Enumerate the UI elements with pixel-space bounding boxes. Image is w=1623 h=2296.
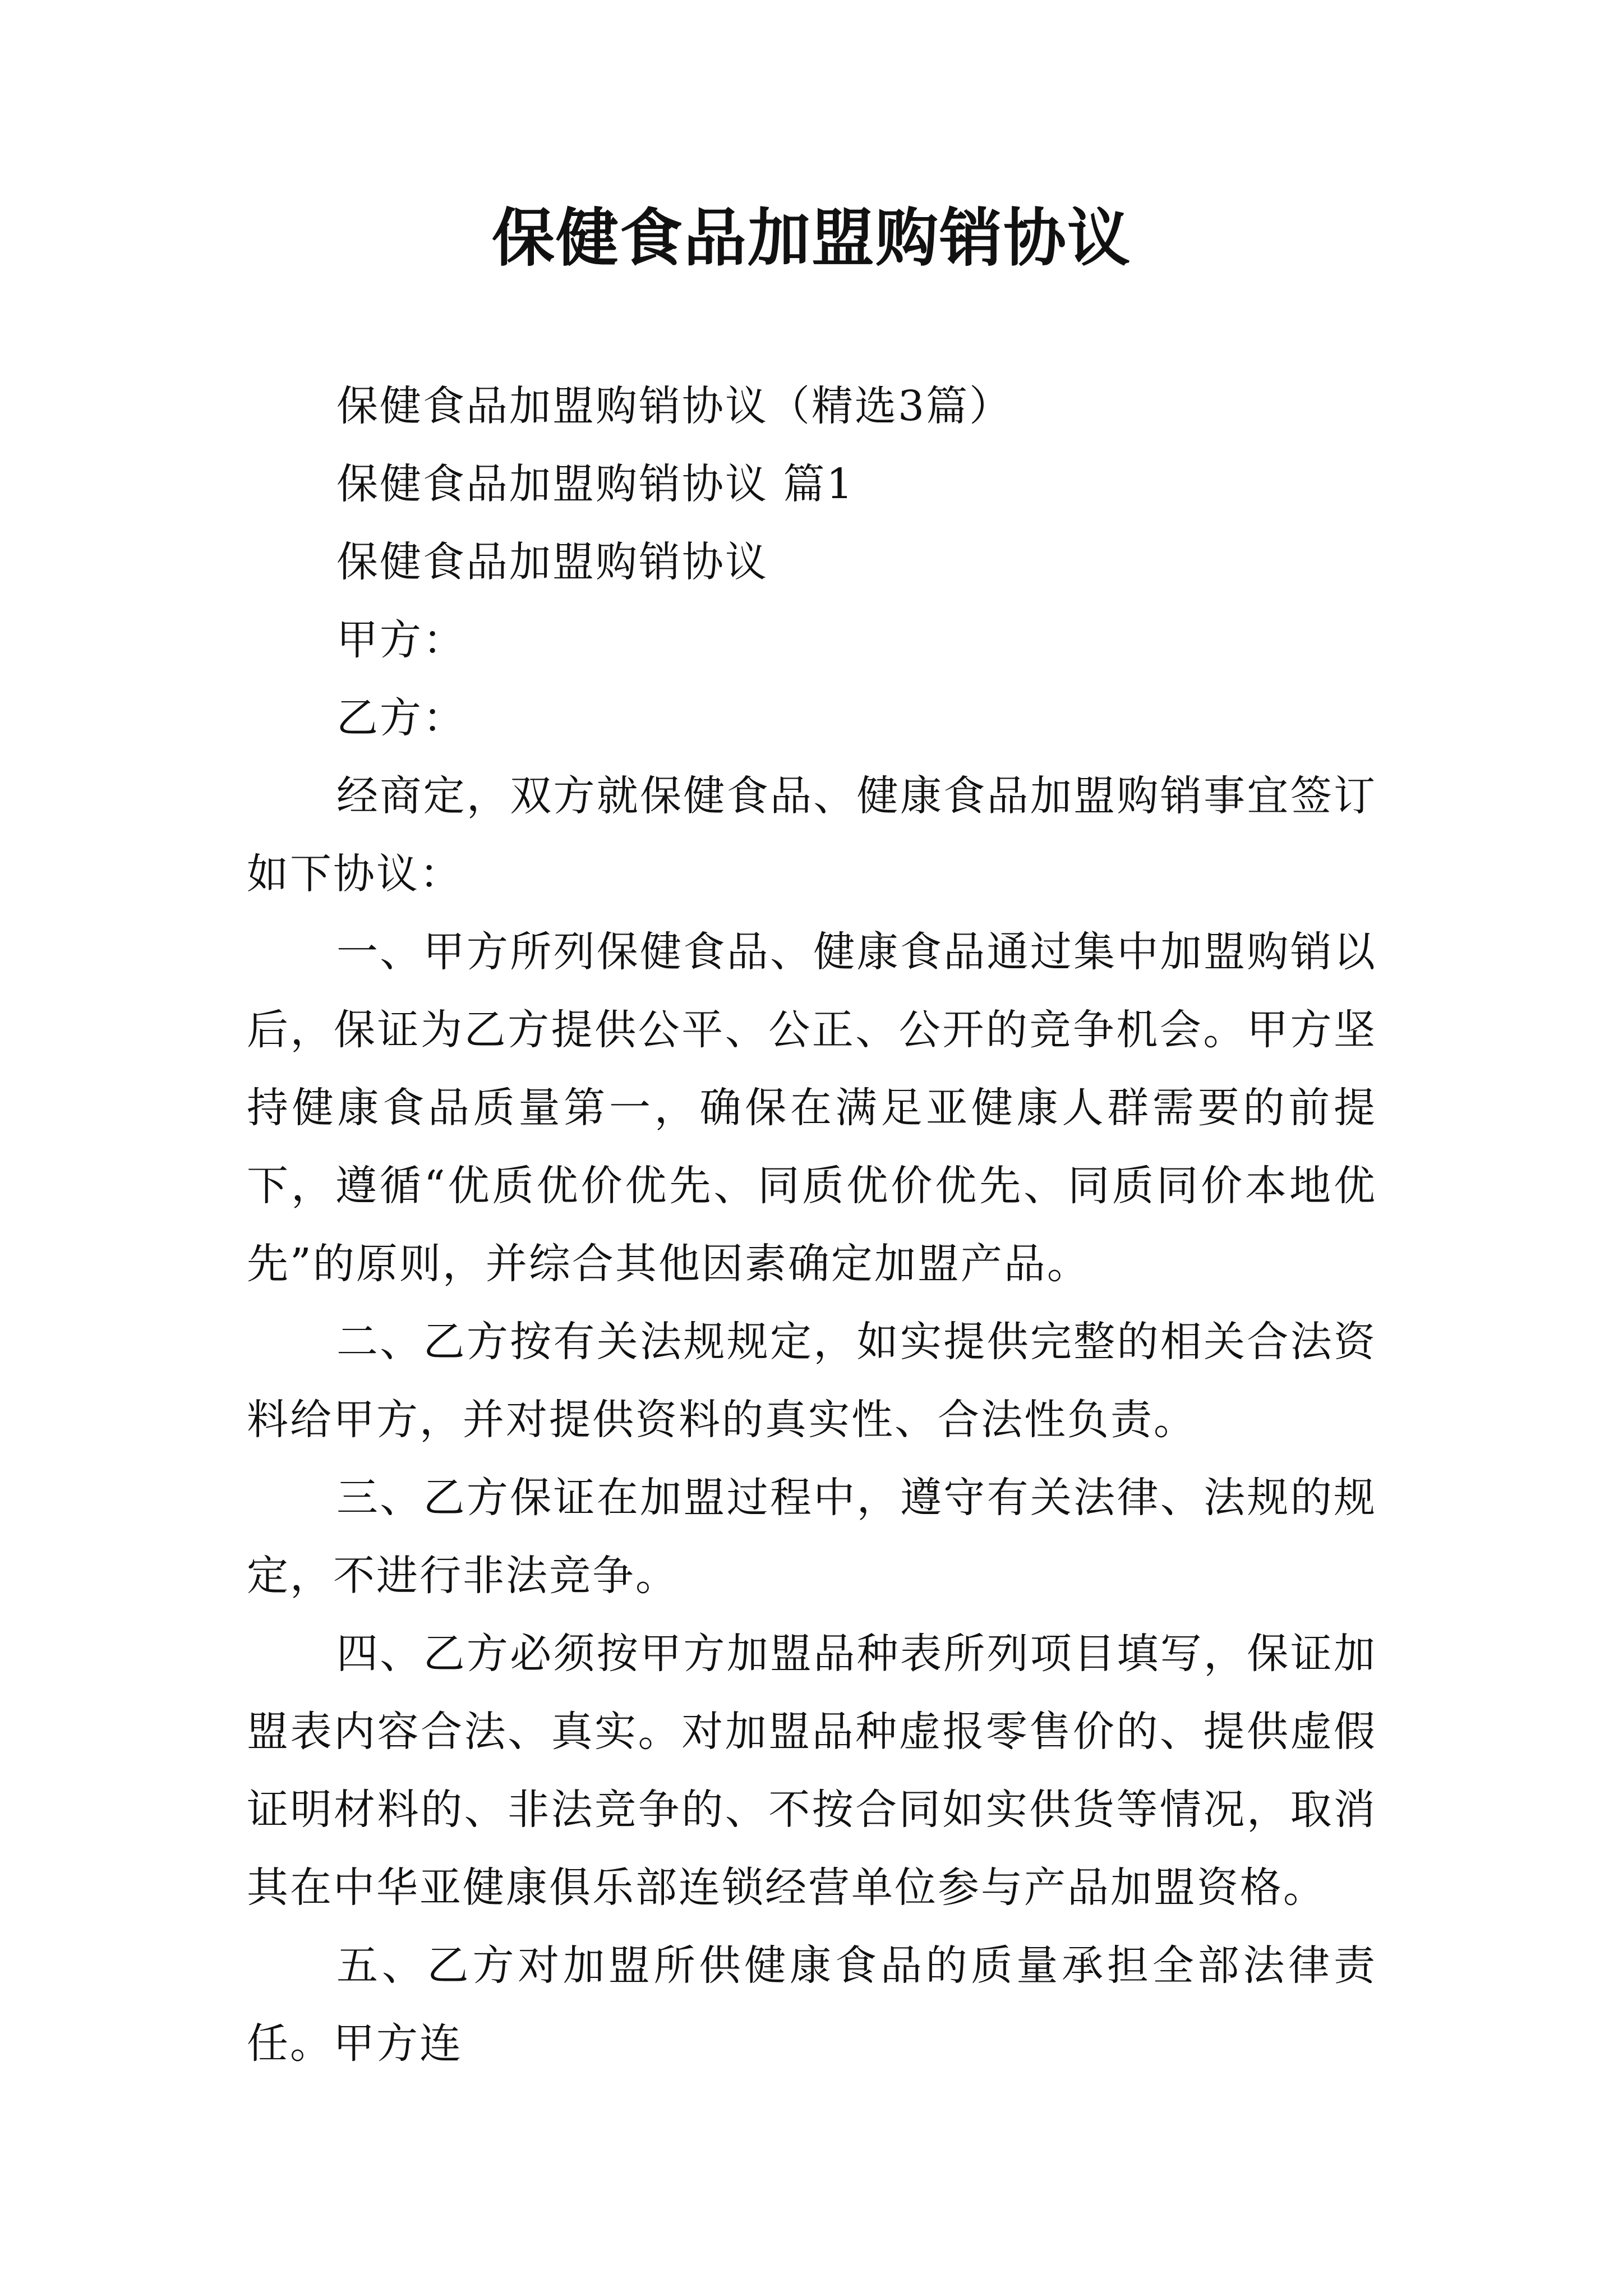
paragraph-section-heading: 保健食品加盟购销协议 篇1 — [336, 460, 855, 508]
paragraph-party-a: 甲方： — [336, 616, 466, 664]
paragraph-clause-3: 三、乙方保证在加盟过程中，遵守有关法律、法规的规定，不进行非法竞争。 — [247, 1474, 1377, 1600]
paragraph-clause-4: 四、乙方必须按甲方加盟品种表所列项目填写，保证加盟表内容合法、真实。对加盟品种虚报零售价的、提供虚假证明材料的、非法竞争的、不按合同如实供货等情况，取消其在中华亚健康俱乐部连锁经营单位参与产品加盟资格。 — [247, 1630, 1377, 1912]
document-body — [247, 367, 1377, 2083]
paragraph-preamble: 经商定，双方就保健食品、健康食品加盟购销事宜签订如下协议： — [247, 772, 1377, 898]
paragraph-agreement-name: 保健食品加盟购销协议 — [336, 538, 768, 586]
paragraph-clause-1: 一、甲方所列保健食品、健康食品通过集中加盟购销以后，保证为乙方提供公平、公正、公开的竞争机会。甲方坚持健康食品质量第一，确保在满足亚健康人群需要的前提下，遵循“优质优价优先、同质优价优先、同质同价本地优先”的原则，并综合其他因素确定加盟产品。 — [247, 928, 1377, 1288]
document-title: 保健食品加盟购销协议 — [492, 201, 1131, 275]
paragraph-subtitle: 保健食品加盟购销协议（精选3篇） — [336, 382, 1013, 430]
paragraph-clause-2: 二、乙方按有关法规规定，如实提供完整的相关合法资料给甲方，并对提供资料的真实性、合法性负责。 — [247, 1318, 1377, 1444]
paragraph-party-b: 乙方： — [336, 694, 466, 742]
paragraph-clause-5: 五、乙方对加盟所供健康食品的质量承担全部法律责任。甲方连 — [247, 1941, 1377, 2068]
